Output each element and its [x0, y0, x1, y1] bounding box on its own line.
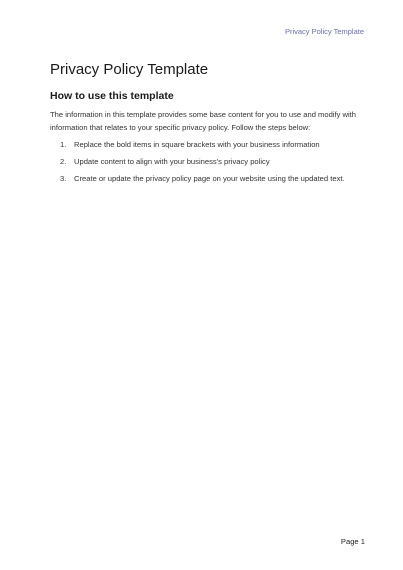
document-title: Privacy Policy Template	[50, 61, 209, 78]
intro-paragraph: The information in this template provides some base content for you to use and modify with information that relates to your specific privacy policy. Follow the steps below:	[50, 110, 357, 132]
list-item-text: Replace the bold items in square brackets with your business information	[74, 140, 320, 149]
list-item-text: Update content to align with your business's privacy policy	[74, 157, 270, 166]
list-item	[50, 139, 360, 156]
section-heading: How to use this template	[50, 90, 174, 102]
list-item-number: 3.	[60, 174, 67, 183]
list-item	[50, 156, 360, 173]
list-item-number: 1.	[60, 140, 67, 149]
list-item-number: 2.	[60, 157, 67, 166]
page-number: Page 1	[340, 537, 365, 546]
list-item-text: Create or update the privacy policy page on your website using the updated text.	[74, 174, 345, 183]
steps-list	[50, 139, 360, 190]
running-header: Privacy Policy Template	[284, 27, 364, 36]
list-item	[50, 173, 360, 190]
